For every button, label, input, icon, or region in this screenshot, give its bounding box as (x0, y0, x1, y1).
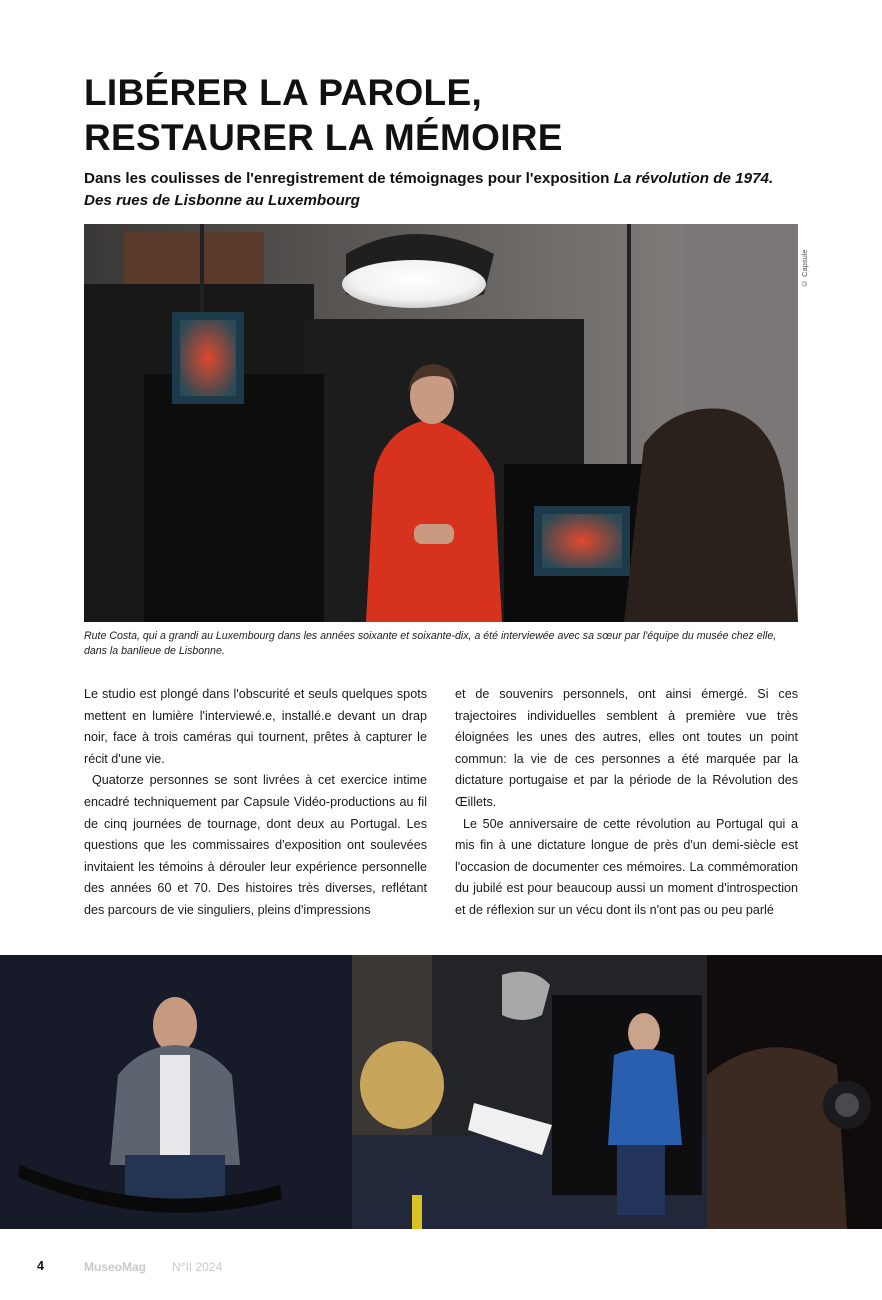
photo-caption: Rute Costa, qui a grandi au Luxembourg dans les années soixante et soixante-dix, a été interviewée avec sa sœur par l'équipe du musée chez elle, dans la banlieue de Lisbonne. (84, 630, 777, 657)
subtitle-exhibition-name: La révolution de 1974. Des rues de Lisbonne au Luxembourg (84, 170, 774, 209)
article-subtitle (84, 168, 800, 212)
photo-credit: © Capsule (800, 249, 809, 288)
paragraph-3: et de souvenirs personnels, ont ainsi émergé. Si ces trajectoires individuelles semblent à première vue très éloignées les unes des autres, elles ont toutes un point commun: la vie de ces personnes a été marquée par la dictature portugaise et par la période de la Révolution des Œillets. (455, 687, 798, 809)
photo-man-seated (0, 955, 352, 1229)
title-line-1: LIBÉRER LA PAROLE, (84, 72, 483, 113)
article-column-left (84, 684, 427, 922)
article-title (84, 70, 804, 160)
photo-studio-setup-woman (352, 955, 707, 1229)
issue-label: N°II 2024 (172, 1260, 223, 1274)
paragraph-1: Le studio est plongé dans l'obscurité et seuls quelques spots mettent en lumière l'interviewé.e, installé.e devant un drap noir, face à trois caméras qui tournent, prêtes à capturer le récit d'une vie. (84, 687, 427, 766)
paragraph-2: Quatorze personnes se sont livrées à cet exercice intime encadré techniquement par Capsule Vidéo-productions au fil de cinq journées de tournage, dont deux au Portugal. Les questions que les commissaires d'exposition ont soulevées invitaient les témoins à dérouler leur expérience personnelle des années 60 et 70. Des histoires très diverses, reflétant des parcours de vie singuliers, pleins d'impressions (84, 773, 427, 917)
page-number: 4 (37, 1259, 44, 1273)
article-column-right (455, 684, 798, 922)
title-line-2: RESTAURER LA MÉMOIRE (84, 117, 563, 158)
subtitle-prefix: Dans les coulisses de l'enregistrement de témoignages pour l'exposition (84, 170, 614, 187)
magazine-name: MuseoMag (84, 1260, 147, 1274)
hero-photo-interview-studio (84, 224, 798, 622)
paragraph-4: Le 50e anniversaire de cette révolution au Portugal qui a mis fin à une dictature longue de près d'un demi-siècle est l'occasion de documenter ces mémoires. La commémoration du jubilé est pour beaucoup aussi un moment d'introspection et de réflexion sur un vécu dont ils n'ont pas ou peu parlé (455, 816, 798, 917)
photo-camera-operator (707, 955, 882, 1229)
